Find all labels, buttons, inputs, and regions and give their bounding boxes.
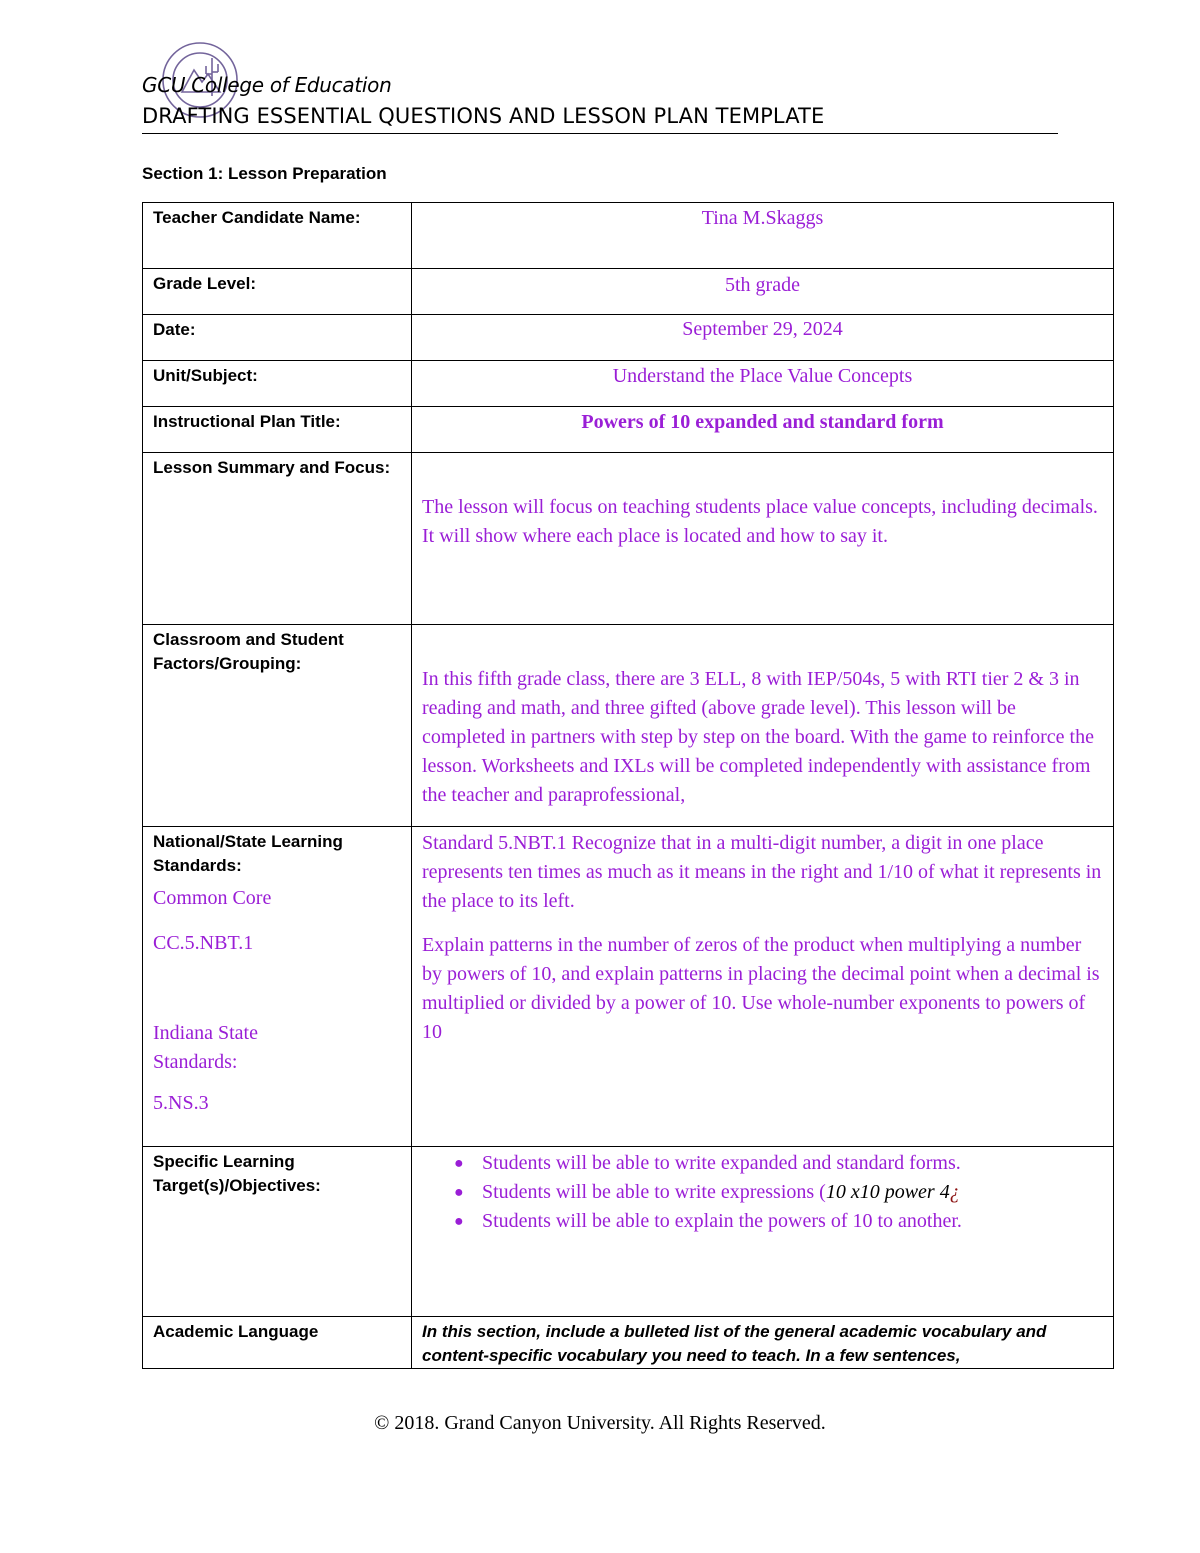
standards-label: National/State Learning Standards: (153, 832, 343, 875)
teacher-name-value (412, 203, 1114, 269)
academic-language-value (412, 1317, 1114, 1369)
lesson-plan-table (142, 202, 1114, 1369)
unit-subject-label: Unit/Subject: (143, 361, 412, 407)
objective-2-text: Students will be able to write expressions ( (482, 1181, 826, 1203)
bullet-icon: ● (454, 1155, 464, 1172)
objective-2-tail: ¿ (949, 1181, 960, 1203)
teacher-name-text: Tina M.Skaggs (701, 207, 824, 229)
table-row (143, 625, 1114, 827)
table-row (143, 1147, 1114, 1317)
lesson-summary-text: The lesson will focus on teaching students place value concepts, including decimals. It will show where each place is located and how to say it. (422, 496, 1098, 547)
objective-2-math: 10 x10 power 4 (825, 1181, 950, 1203)
standards-paragraph-1: Standard 5.NBT.1 Recognize that in a multi-digit number, a digit in one place represents ten times as much as it means in the right and 1/10 of what it represents in the place to its left. (422, 832, 1102, 912)
section-heading: Section 1: Lesson Preparation (142, 164, 387, 183)
classroom-factors-value (412, 625, 1114, 827)
standards-label-cell (143, 827, 412, 1147)
unit-subject-value (412, 361, 1114, 407)
objectives-list (422, 1149, 1103, 1236)
standards-paragraph-2: Explain patterns in the number of zeros of the product when multiplying a number by powers of 10, and explain patterns in placing the decimal point when a decimal is multiplied or divided by a power of 10. Use whole-number exponents to powers of 10 (422, 934, 1100, 1043)
list-item (454, 1178, 1103, 1207)
academic-language-text: In this section, include a bulleted list of the general academic vocabulary and content-specific vocabulary you need to teach. In a few sentences, (422, 1322, 1047, 1365)
title-divider (142, 133, 1058, 134)
standards-value (412, 827, 1114, 1147)
plan-title-label: Instructional Plan Title: (143, 407, 412, 453)
college-name: GCU College of Education (142, 73, 392, 97)
lesson-summary-label: Lesson Summary and Focus: (143, 453, 412, 625)
teacher-name-label: Teacher Candidate Name: (143, 203, 412, 269)
list-item (454, 1207, 1103, 1236)
academic-language-label: Academic Language (143, 1317, 412, 1369)
table-row (143, 1317, 1114, 1369)
standards-ns-code: 5.NS.3 (153, 1092, 209, 1114)
plan-title-text: Powers of 10 expanded and standard form (581, 411, 944, 433)
classroom-factors-label: Classroom and Student Factors/Grouping: (143, 625, 412, 827)
date-label: Date: (143, 315, 412, 361)
classroom-factors-text: In this fifth grade class, there are 3 ELL, 8 with IEP/504s, 5 with RTI tier 2 & 3 in reading and math, and three gifted (above grade level). This lesson will be completed in partners with step by step on the board. With the game to reinforce the lesson. Worksheets and IXLs will be completed independently with assistance from the teacher and paraprofessional, (422, 668, 1094, 806)
standards-common-core: Common Core (153, 887, 272, 909)
grade-level-text: 5th grade (725, 274, 800, 296)
bullet-icon: ● (454, 1184, 464, 1201)
grade-level-value (412, 269, 1114, 315)
copyright-footer: © 2018. Grand Canyon University. All Rights Reserved. (374, 1412, 826, 1434)
date-text: September 29, 2024 (682, 318, 843, 340)
objectives-value (412, 1147, 1114, 1317)
table-row (143, 827, 1114, 1147)
date-value (412, 315, 1114, 361)
standards-cc-code: CC.5.NBT.1 (153, 932, 254, 954)
objectives-label: Specific Learning Target(s)/Objectives: (143, 1147, 412, 1317)
standards-indiana: Indiana State Standards: (153, 1022, 258, 1073)
objective-3-text: Students will be able to explain the powers of 10 to another. (482, 1210, 962, 1232)
bullet-icon: ● (454, 1213, 464, 1230)
plan-title-value (412, 407, 1114, 453)
table-row (143, 407, 1114, 453)
objective-1-text: Students will be able to write expanded and standard forms. (482, 1152, 961, 1174)
table-row (143, 269, 1114, 315)
list-item (454, 1149, 1103, 1178)
unit-subject-text: Understand the Place Value Concepts (612, 365, 913, 387)
table-row (143, 315, 1114, 361)
lesson-summary-value (412, 453, 1114, 625)
table-row (143, 361, 1114, 407)
document-title: DRAFTING ESSENTIAL QUESTIONS AND LESSON PLAN TEMPLATE (142, 104, 825, 128)
grade-level-label: Grade Level: (143, 269, 412, 315)
table-row (143, 453, 1114, 625)
table-row (143, 203, 1114, 269)
